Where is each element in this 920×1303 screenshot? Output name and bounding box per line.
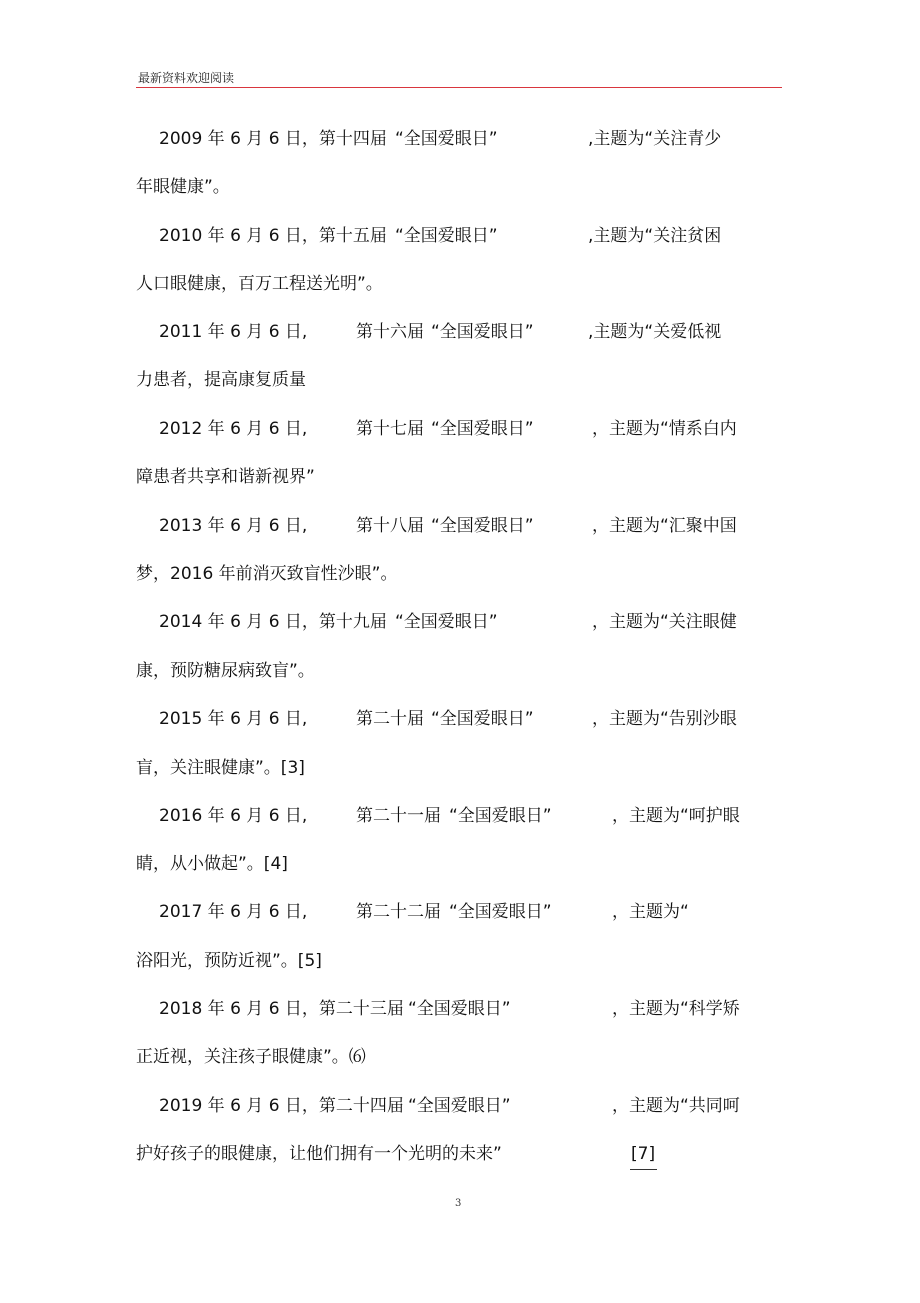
entry-date: 2012 年 6 月 6 日, — [159, 419, 308, 439]
entry-event: “全国爱眼日” — [449, 902, 552, 922]
entry-date: 2009 年 6 月 6 日，第十四届 — [159, 129, 387, 149]
entry-event: “全国爱眼日” — [395, 129, 498, 149]
entry-date: 2018 年 6 月 6 日，第二十三届 — [159, 999, 404, 1019]
entry-event: “全国爱眼日” — [395, 612, 498, 632]
entry-theme-start: ，主题为“告别沙眼 — [592, 709, 737, 729]
reference-underline — [630, 1169, 657, 1170]
reference-marker: [7] — [631, 1144, 656, 1164]
entry-edition: 第二十届 — [356, 709, 424, 729]
entry-event: “全国爱眼日” — [431, 322, 534, 342]
entry-continuation: 障患者共享和谐新视界” — [136, 467, 315, 487]
entry-theme-start: ，主题为“共同呵 — [612, 1096, 740, 1116]
entry-date: 2016 年 6 月 6 日, — [159, 806, 308, 826]
entry-event: “全国爱眼日” — [431, 709, 534, 729]
entry-continuation: 正近视，关注孩子眼健康”。⑹ — [136, 1047, 366, 1067]
header-text: 最新资料欢迎阅读 — [138, 71, 235, 85]
entry-edition: 第十八届 — [356, 516, 424, 536]
entry-continuation: 康，预防糖尿病致盲”。 — [136, 661, 315, 681]
entry-event: “全国爱眼日” — [449, 806, 552, 826]
entry-theme-start: ，主题为“汇聚中国 — [592, 516, 737, 536]
entry-continuation: 盲，关注眼健康”。[3] — [136, 758, 305, 778]
entry-continuation: 睛，从小做起”。[4] — [136, 854, 288, 874]
header-divider — [136, 87, 782, 88]
entry-date: 2015 年 6 月 6 日, — [159, 709, 308, 729]
entry-date: 2014 年 6 月 6 日，第十九届 — [159, 612, 387, 632]
entry-theme-start: ，主题为“科学矫 — [612, 999, 740, 1019]
entry-continuation: 力患者，提高康复质量 — [136, 370, 306, 390]
entry-event: “全国爱眼日” — [431, 419, 534, 439]
entry-theme-start: ，主题为“关注眼健 — [592, 612, 737, 632]
page-number: 3 — [455, 1198, 462, 1209]
entry-edition: 第十六届 — [356, 322, 424, 342]
entry-date: 2013 年 6 月 6 日, — [159, 516, 308, 536]
entry-event: “全国爱眼日” — [395, 226, 498, 246]
entry-continuation: 年眼健康”。 — [136, 177, 230, 197]
entry-continuation: 护好孩子的眼健康，让他们拥有一个光明的未来” — [136, 1144, 502, 1164]
entry-theme-start: ,主题为“关注贫困 — [588, 226, 722, 246]
entry-date: 2017 年 6 月 6 日, — [159, 902, 308, 922]
entry-edition: 第二十一届 — [356, 806, 441, 826]
entry-continuation: 浴阳光，预防近视”。[5] — [136, 951, 322, 971]
entry-date: 2010 年 6 月 6 日，第十五届 — [159, 226, 387, 246]
entry-edition: 第十七届 — [356, 419, 424, 439]
entry-theme-start: ,主题为“关爱低视 — [588, 322, 722, 342]
entry-event: “全国爱眼日” — [408, 1096, 511, 1116]
entry-edition: 第二十二届 — [356, 902, 441, 922]
entry-continuation: 梦，2016 年前消灭致盲性沙眼”。 — [136, 564, 398, 584]
entry-theme-start: ，主题为“ — [612, 902, 689, 922]
entry-date: 2011 年 6 月 6 日, — [159, 322, 308, 342]
entry-theme-start: ,主题为“关注青少 — [588, 129, 722, 149]
entry-theme-start: ，主题为“呵护眼 — [612, 806, 740, 826]
entry-continuation: 人口眼健康，百万工程送光明”。 — [136, 274, 383, 294]
entry-event: “全国爱眼日” — [408, 999, 511, 1019]
entry-date: 2019 年 6 月 6 日，第二十四届 — [159, 1096, 404, 1116]
entry-theme-start: ，主题为“情系白内 — [592, 419, 737, 439]
entry-event: “全国爱眼日” — [431, 516, 534, 536]
